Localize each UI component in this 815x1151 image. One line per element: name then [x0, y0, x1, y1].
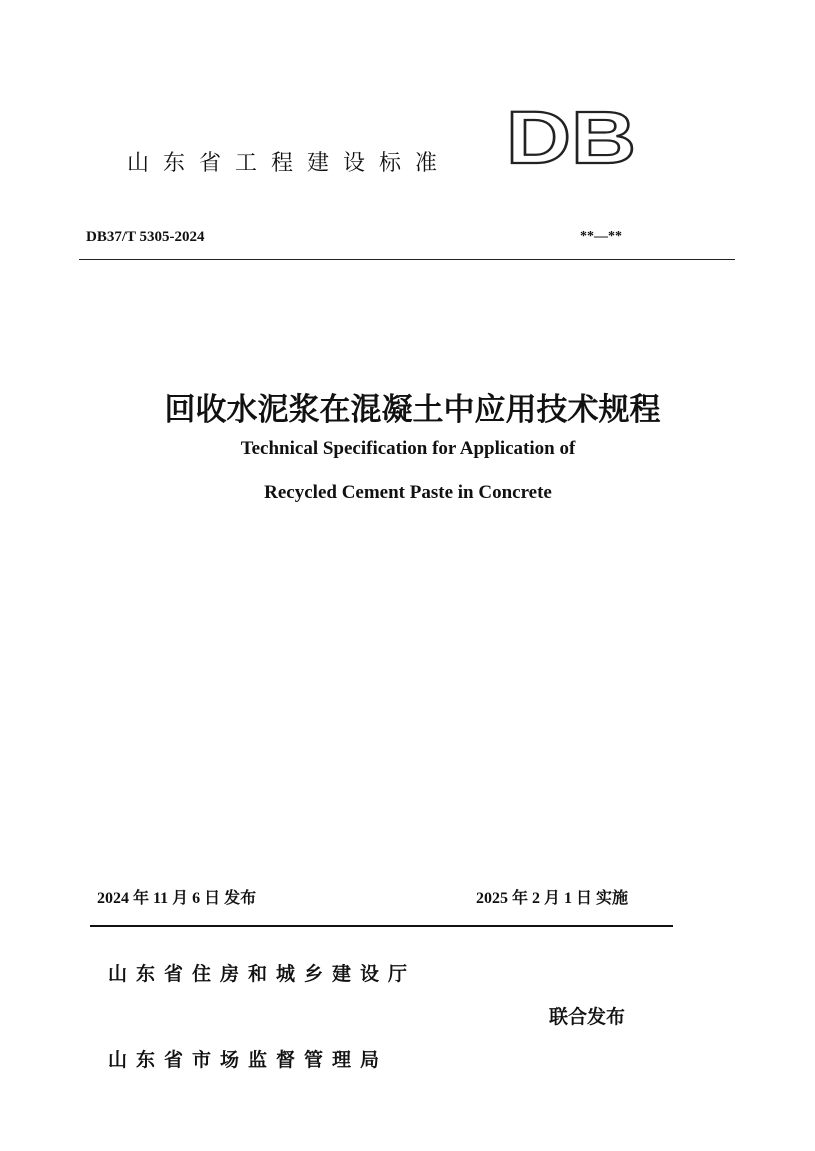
issuer-housing-department: 山东省住房和城乡建设厅 — [108, 963, 417, 985]
issuer-market-regulation: 山东省市场监督管理局 — [108, 1049, 389, 1071]
standard-number: DB37/T 5305-2024 — [86, 229, 205, 245]
footer-divider — [90, 925, 673, 927]
series-title: 山东省工程建设标准 — [127, 151, 452, 176]
title-english-line1: Technical Specification for Application of — [240, 438, 576, 459]
header-divider — [79, 259, 735, 260]
record-number: **—** — [580, 229, 622, 244]
db-logo — [506, 103, 638, 169]
joint-issue-label: 联合发布 — [549, 1006, 626, 1028]
title-english-line2: Recycled Cement Paste in Concrete — [264, 482, 552, 503]
issue-date: 2024 年 11 月 6 日 发布 — [97, 890, 257, 907]
db-logo-text: DB — [506, 103, 636, 169]
title-chinese: 回收水泥浆在混凝土中应用技术规程 — [164, 392, 661, 428]
implementation-date: 2025 年 2 月 1 日 实施 — [476, 890, 629, 907]
